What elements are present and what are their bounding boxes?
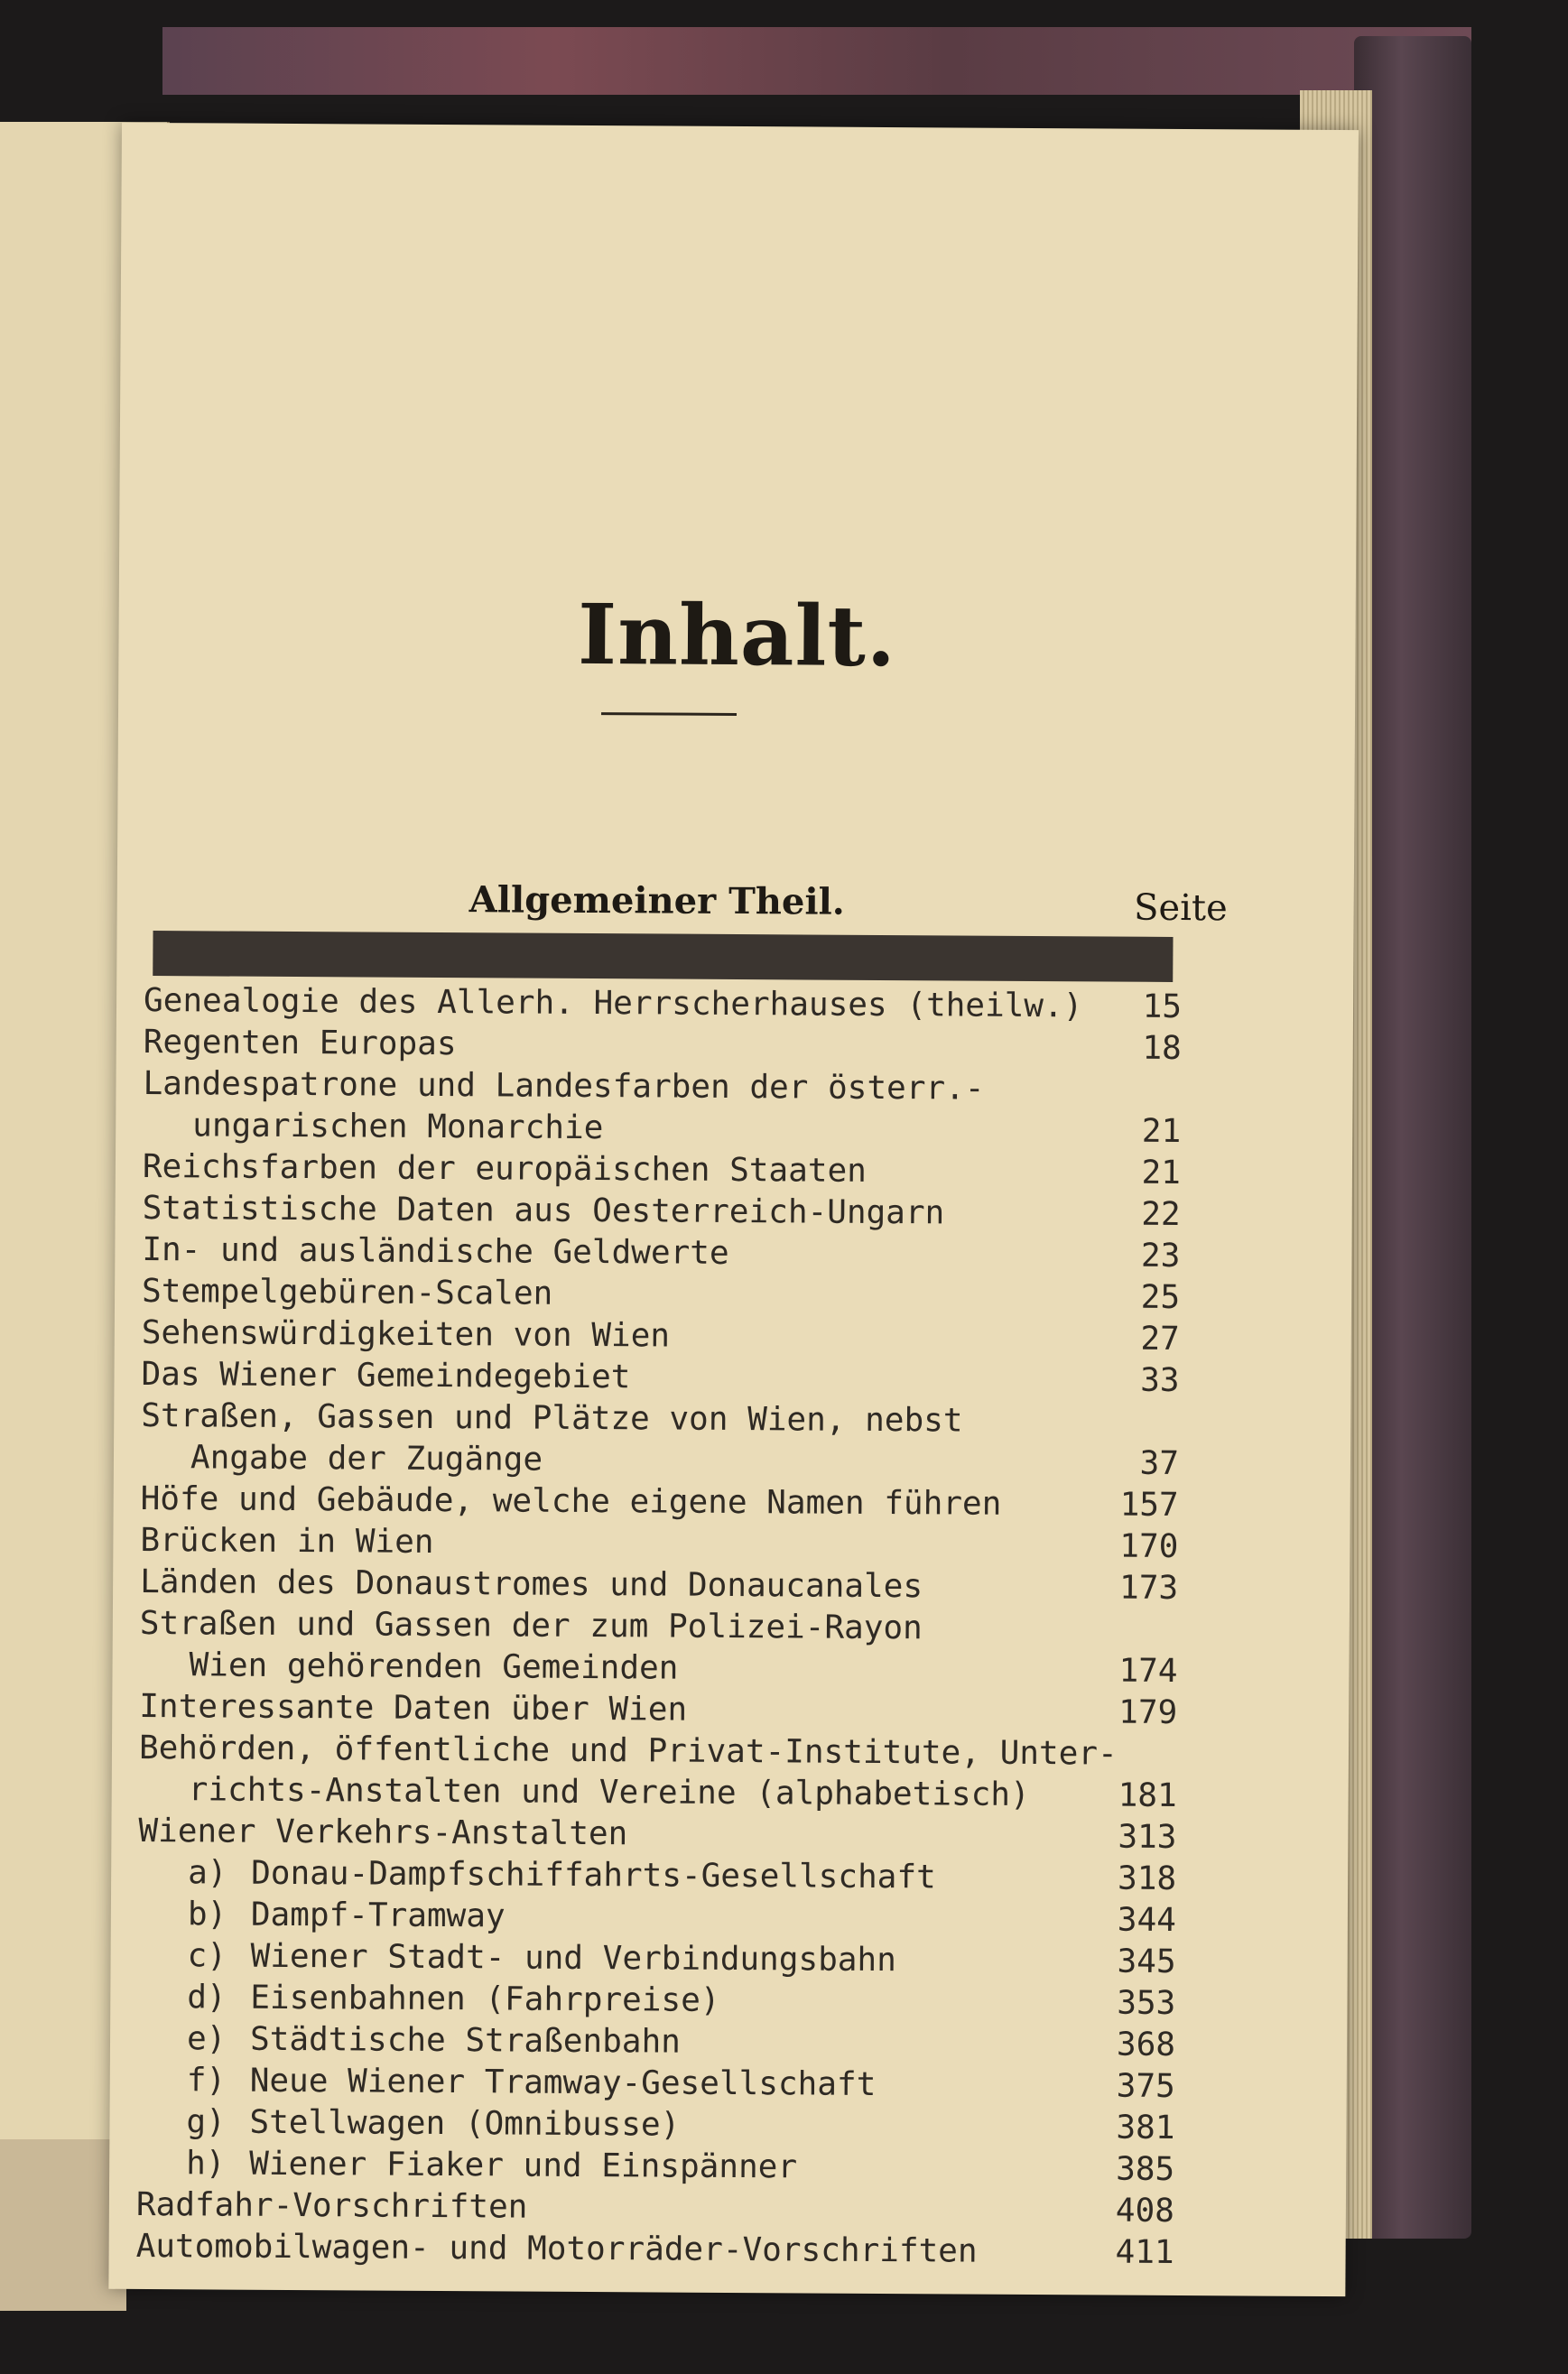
section-heading: Allgemeiner Theil. — [469, 878, 845, 923]
toc-sub-entry — [137, 2018, 1202, 2066]
toc-page-number: 173 — [1118, 1569, 1179, 1607]
toc-page-number: 345 — [1117, 1943, 1176, 1980]
header-band — [153, 931, 1173, 982]
toc-entry — [143, 1188, 1208, 1236]
toc-entry — [141, 1354, 1206, 1402]
toc-page-number: 411 — [1115, 2233, 1174, 2271]
toc-entry-continuation: Angabe der Zugänge — [190, 1439, 543, 1479]
toc-sub-letter: f) — [186, 2062, 227, 2100]
toc-sub-entry — [138, 1852, 1203, 1900]
toc-sub-text: Stellwagen (Omnibusse) — [249, 2103, 681, 2144]
toc-entry-text: Regenten Europas — [143, 1023, 457, 1063]
toc-sub-letter: b) — [187, 1896, 227, 1934]
toc-entry-continuation: richts-Anstalten und Vereine (alphabetisch) — [188, 1771, 1030, 1813]
toc-page-number: 157 — [1119, 1486, 1179, 1524]
toc-sub-letter: d) — [187, 1979, 227, 2017]
toc-sub-text: Wiener Stadt- und Verbindungsbahn — [250, 1937, 896, 1980]
toc-sub-entry — [137, 2060, 1202, 2108]
toc-page-number: 353 — [1117, 1984, 1176, 2022]
toc-sub-entry — [137, 1977, 1202, 2025]
toc-sub-entry — [137, 1935, 1202, 1983]
toc-page-number: 22 — [1141, 1195, 1181, 1234]
toc-sub-letter: e) — [186, 2020, 227, 2058]
toc-entry — [136, 2184, 1202, 2232]
toc-page-number: 179 — [1118, 1693, 1178, 1731]
toc-entry-text: Straßen und Gassen der zum Polizei-Rayon — [139, 1604, 923, 1647]
toc-entry-text: Straßen, Gassen und Plätze von Wien, nebst — [141, 1396, 963, 1440]
toc-sub-text: Städtische Straßenbahn — [249, 2020, 681, 2061]
toc-sub-entry — [136, 2101, 1202, 2149]
toc-page-number: 181 — [1118, 1776, 1177, 1814]
left-page-stub — [0, 2139, 126, 2311]
toc-page-number: 37 — [1139, 1444, 1180, 1482]
toc-entry — [141, 1479, 1206, 1526]
toc-page-number: 381 — [1116, 2109, 1175, 2147]
toc-page-number: 318 — [1117, 1859, 1177, 1897]
toc-page-number: 170 — [1119, 1527, 1179, 1565]
toc-entry-text: Sehenswürdigkeiten von Wien — [141, 1313, 671, 1355]
book-cover-top — [162, 27, 1471, 95]
toc-page-number: 27 — [1140, 1320, 1180, 1358]
toc-page-number: 21 — [1141, 1112, 1182, 1151]
toc-sub-text: Wiener Fiaker und Einspänner — [249, 2145, 798, 2186]
toc-entry — [142, 1229, 1207, 1277]
toc-page-number: 25 — [1140, 1278, 1181, 1316]
toc-entry-text: Behörden, öffentliche und Privat-Institute, Unter- — [138, 1729, 1118, 1773]
toc-entry — [144, 980, 1209, 1028]
book-page — [108, 123, 1359, 2296]
toc-entry-text: In- und ausländische Geldwerte — [142, 1230, 729, 1272]
toc-page-number: 375 — [1116, 2067, 1175, 2105]
toc-sub-text: Eisenbahnen (Fahrpreise) — [250, 1979, 720, 2019]
toc-entry — [138, 1811, 1203, 1859]
toc-entry-text: Reichsfarben der europäischen Staaten — [142, 1147, 867, 1190]
toc-entry — [139, 1728, 1205, 1817]
toc-entry-text: Höfe und Gebäude, welche eigene Namen führen — [140, 1479, 1002, 1523]
toc-sub-entry — [136, 2143, 1202, 2191]
toc-page-number: 23 — [1140, 1237, 1181, 1275]
toc-entry — [143, 1146, 1208, 1194]
toc-entry — [141, 1396, 1207, 1485]
toc-page-number: 21 — [1141, 1154, 1182, 1192]
toc-sub-letter: h) — [186, 2145, 226, 2183]
toc-sub-text: Neue Wiener Tramway-Gesellschaft — [249, 2062, 877, 2103]
toc-entry-text: Radfahr-Vorschriften — [135, 2185, 528, 2226]
toc-sub-letter: c) — [187, 1937, 227, 1975]
toc-entry-continuation: ungarischen Monarchie — [192, 1107, 604, 1147]
toc-sub-letter: g) — [186, 2103, 226, 2141]
toc-entry-text: Länden des Donaustromes und Donaucanales — [140, 1563, 923, 1606]
toc-entry — [135, 2226, 1201, 2274]
toc-entry-continuation: Wien gehörenden Gemeinden — [189, 1646, 679, 1687]
toc-page-number: 344 — [1117, 1901, 1176, 1939]
toc-page-number: 18 — [1142, 1029, 1182, 1068]
toc-entry-text: Automobilwagen- und Motorräder-Vorschriften — [135, 2227, 978, 2270]
page-column-header: Seite — [1133, 886, 1228, 930]
toc-entry — [142, 1312, 1207, 1360]
toc-entry — [139, 1603, 1205, 1692]
toc-sub-letter: a) — [188, 1854, 227, 1892]
toc-page-number: 313 — [1118, 1818, 1177, 1856]
toc-page-number: 368 — [1116, 2026, 1176, 2063]
toc-entry-text: Genealogie des Allerh. Herrscherhauses (theilw.) — [143, 981, 1083, 1025]
toc-entry-text: Landespatrone und Landesfarben der österr.- — [143, 1064, 985, 1108]
toc-entry — [139, 1686, 1204, 1734]
toc-page-number: 15 — [1142, 988, 1183, 1026]
toc-entry-text: Stempelgebüren-Scalen — [141, 1272, 553, 1312]
toc-sub-text: Donau-Dampfschiffahrts-Gesellschaft — [251, 1854, 936, 1896]
toc-entry — [143, 1063, 1209, 1153]
toc-entry-text: Das Wiener Gemeindegebiet — [141, 1355, 631, 1396]
title-rule — [601, 712, 737, 716]
toc-entry-text: Wiener Verkehrs-Anstalten — [138, 1812, 628, 1853]
toc-entry — [140, 1520, 1205, 1568]
toc-page-number: 174 — [1118, 1652, 1178, 1690]
toc-page-number: 33 — [1140, 1361, 1180, 1399]
toc-sub-text: Dampf-Tramway — [250, 1896, 506, 1935]
toc-sub-entry — [138, 1894, 1203, 1942]
toc-page-number: 408 — [1115, 2192, 1175, 2230]
table-of-contents — [135, 980, 1209, 2274]
toc-entry-text: Brücken in Wien — [140, 1521, 434, 1561]
toc-entry — [144, 1022, 1209, 1070]
toc-entry — [142, 1271, 1207, 1319]
toc-entry-text: Statistische Daten aus Oesterreich-Ungarn — [142, 1189, 945, 1232]
toc-entry — [140, 1562, 1205, 1609]
page-title: Inhalt. — [577, 585, 897, 686]
toc-entry-text: Interessante Daten über Wien — [139, 1687, 688, 1729]
toc-page-number: 385 — [1116, 2150, 1175, 2188]
